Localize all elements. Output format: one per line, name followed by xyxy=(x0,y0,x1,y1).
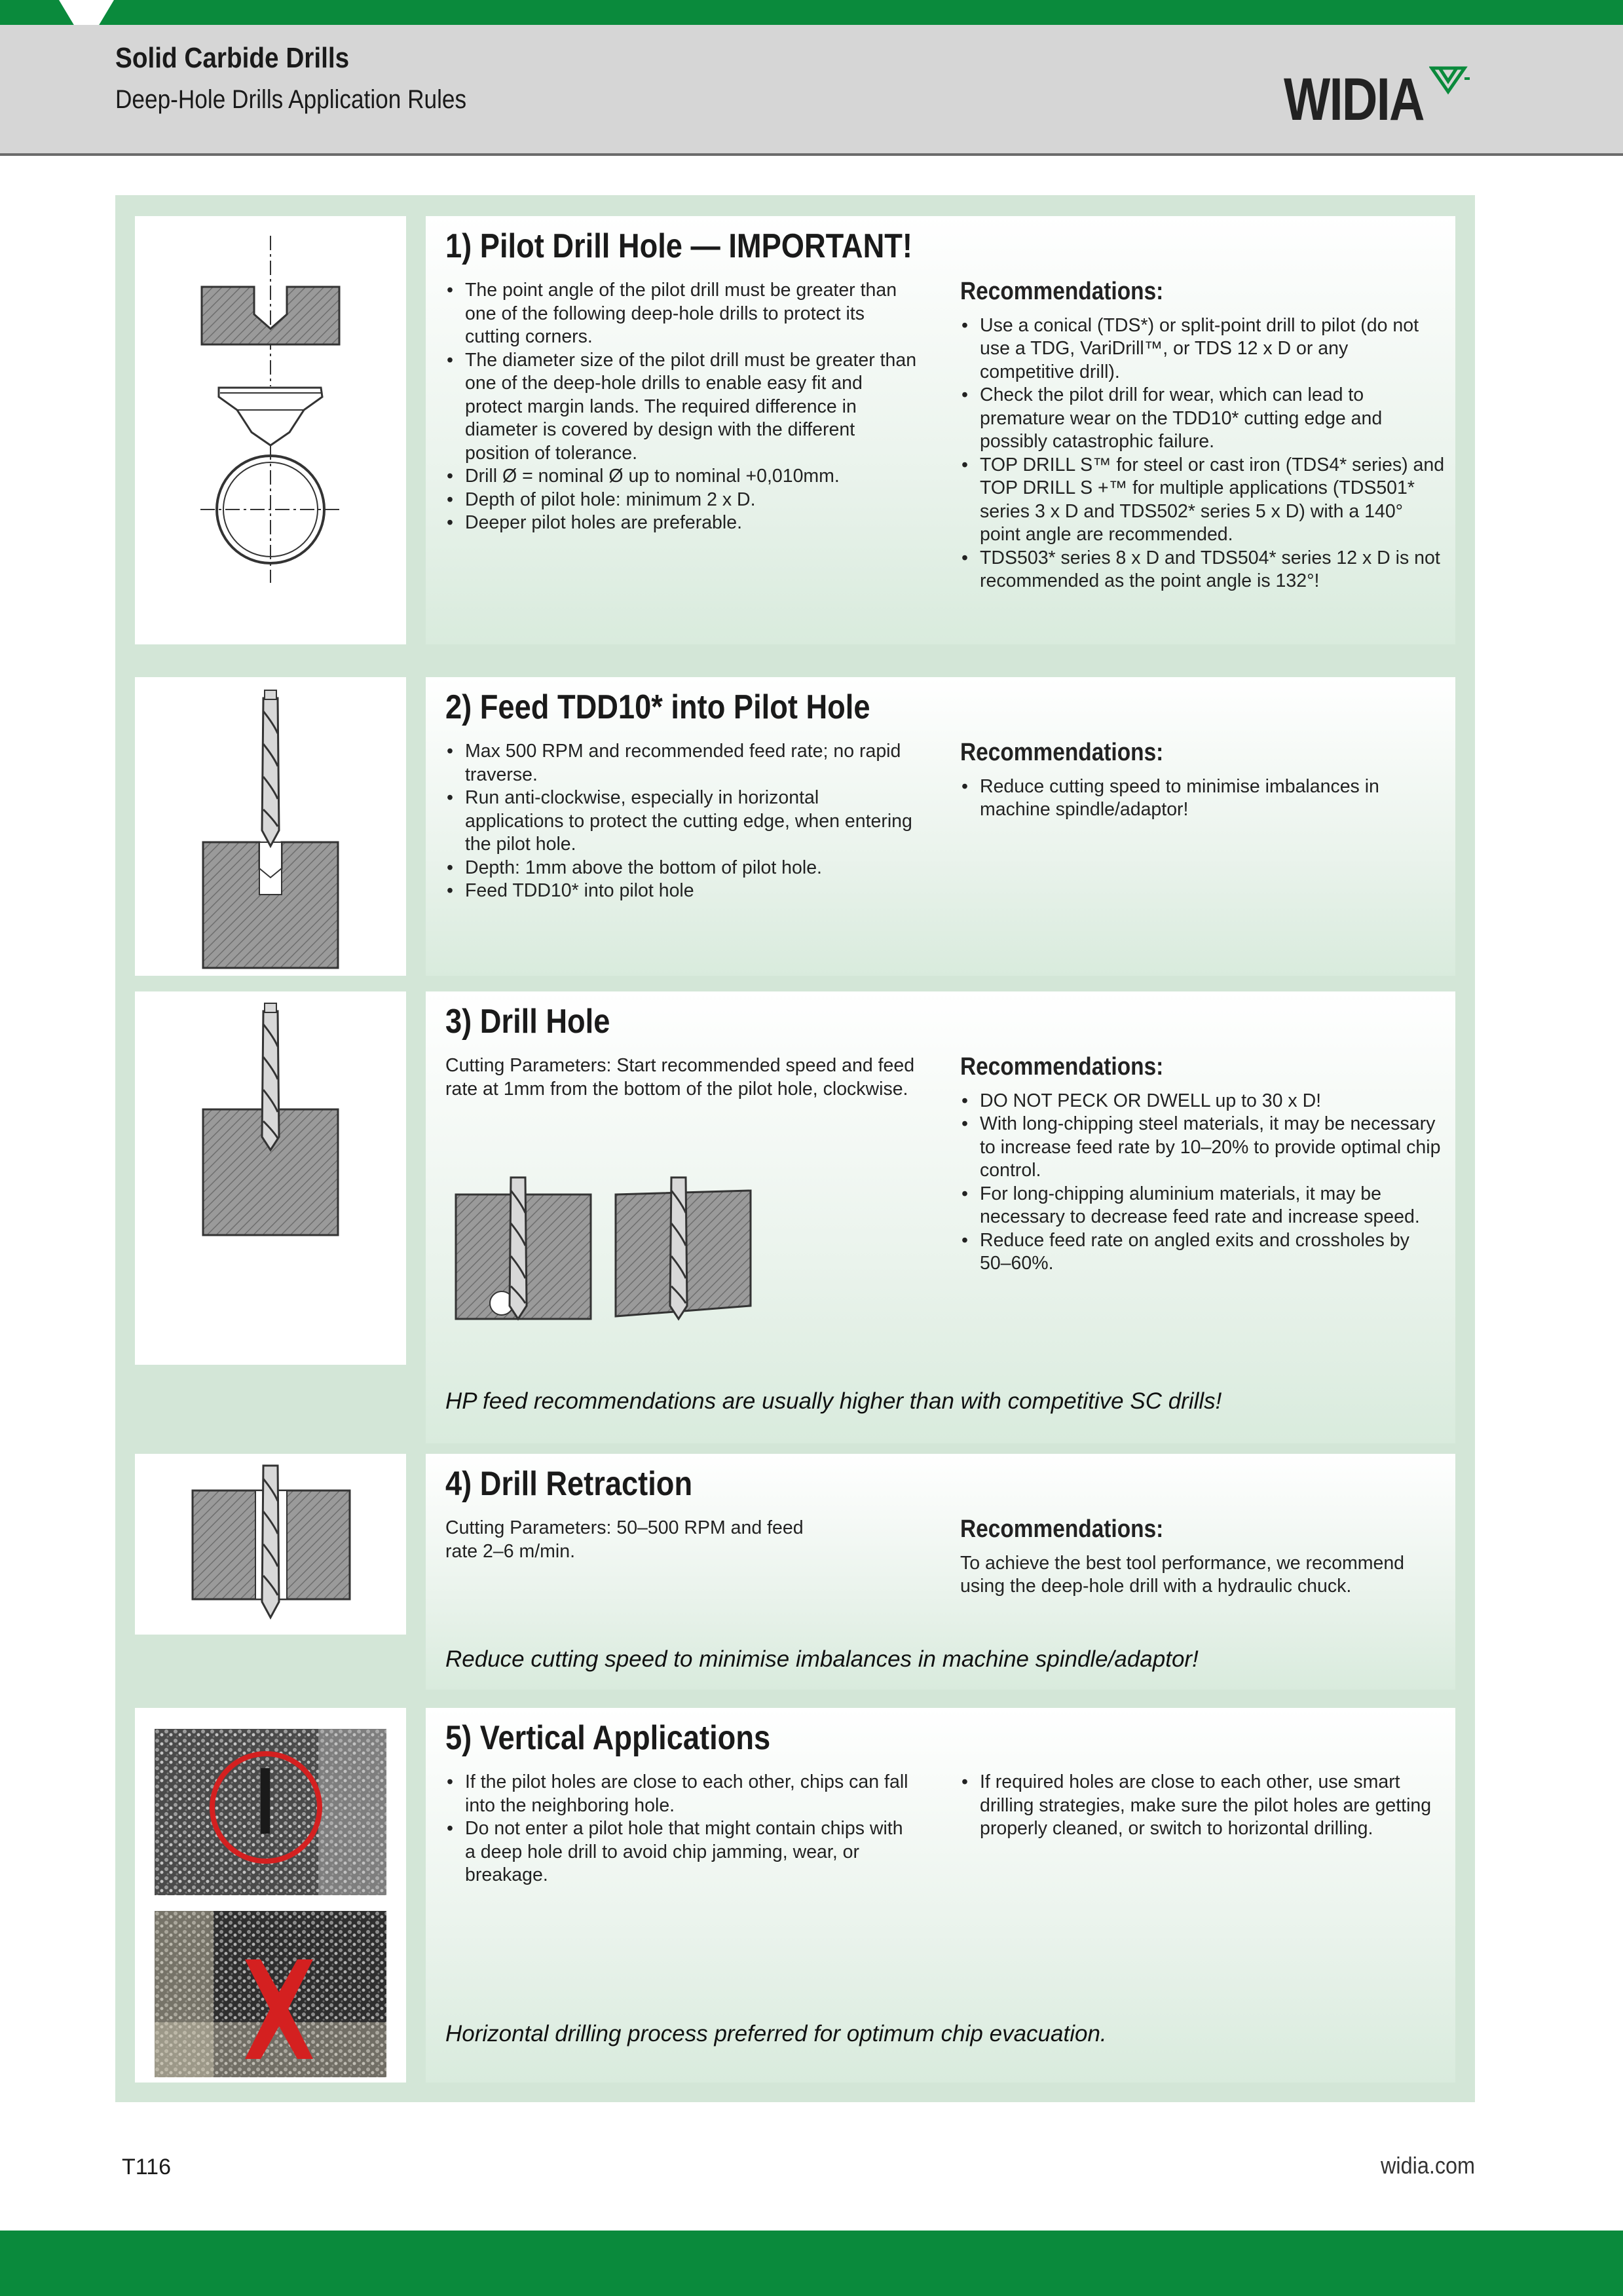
vertical-application-photos xyxy=(135,1708,406,2083)
section-3-note: HP feed recommendations are usually higher than with competitive SC drills! xyxy=(445,1388,1222,1414)
section-1-title: 1) Pilot Drill Hole — IMPORTANT! xyxy=(445,227,912,265)
chips-in-hole-photo xyxy=(155,1729,386,1895)
list-item: • TOP DRILL S™ for steel or cast iron (TDS4* series) and TOP DRILL S +™ for multiple applications (TDS501* series 3 x D and TDS502* series 5 x D) with a 140° point angle are recommended. xyxy=(960,454,1445,547)
list-item: • If the pilot holes are close to each other, chips can fall into the neighboring hole. xyxy=(445,1771,917,1817)
section-4-title: 4) Drill Retraction xyxy=(445,1465,693,1503)
section-2-recommendations xyxy=(960,741,1445,822)
header-subtitle: Deep-Hole Drills Application Rules xyxy=(115,85,467,114)
list-item: • The point angle of the pilot drill must be greater than one of the following deep-hole drills to protect its cutting corners. xyxy=(445,279,917,349)
list-item: • Run anti-clockwise, especially in horizontal applications to protect the cutting edge, when entering the pilot hole. xyxy=(445,787,917,857)
recommendations-heading: Recommendations: xyxy=(960,739,1164,766)
page-number: T116 xyxy=(122,2155,171,2179)
section-5-title: 5) Vertical Applications xyxy=(445,1719,771,1757)
list-item: • With long-chipping steel materials, it may be necessary to increase feed rate by 10–20% to provide optimal chip control. xyxy=(960,1113,1445,1183)
drill-hole-illustration xyxy=(135,991,406,1365)
section-4-note: Reduce cutting speed to minimise imbalances in machine spindle/adaptor! xyxy=(445,1646,1199,1672)
section-4-cutting-parameters: Cutting Parameters: 50–500 RPM and feed rate 2–6 m/min. xyxy=(445,1517,804,1562)
header-title: Solid Carbide Drills xyxy=(115,42,350,74)
section-3-title: 3) Drill Hole xyxy=(445,1003,610,1041)
section-3-drill-hole xyxy=(426,991,1455,1443)
section-3-cutting-parameters: Cutting Parameters: Start recommended speed and feed rate at 1mm from the bottom of the pilot hole, clockwise. xyxy=(445,1055,915,1100)
list-item: • TDS503* series 8 x D and TDS504* series 12 x D is not recommended as the point angle is 132°! xyxy=(960,547,1445,593)
feed-drill-illustration xyxy=(135,677,406,976)
list-item: • Feed TDD10* into pilot hole xyxy=(445,880,917,903)
list-item: • Reduce feed rate on angled exits and crossholes by 50–60%. xyxy=(960,1229,1445,1276)
section-1-bullets xyxy=(445,279,917,535)
list-item: • Check the pilot drill for wear, which can lead to premature wear on the TDD10* cutting edge and possibly catastrophic failure. xyxy=(960,384,1445,454)
section-4-recommendations xyxy=(960,1515,1445,1599)
drill-retraction-illustration xyxy=(135,1454,406,1635)
list-item: • Max 500 RPM and recommended feed rate; no rapid traverse. xyxy=(445,740,917,787)
section-5-bullets-right xyxy=(960,1771,1445,1841)
pilot-hole-illustration xyxy=(135,216,406,644)
list-item: • For long-chipping aluminium materials, it may be necessary to decrease feed rate and increase speed. xyxy=(960,1183,1445,1229)
list-item: • Depth of pilot hole: minimum 2 x D. xyxy=(445,489,917,512)
section-4-drill-retraction xyxy=(426,1454,1455,1690)
angled-exit-crosshole-illustration xyxy=(452,1175,793,1332)
list-item: • Reduce cutting speed to minimise imbalances in machine spindle/adaptor! xyxy=(960,775,1445,822)
list-item: • Drill Ø = nominal Ø up to nominal +0,010mm. xyxy=(445,465,917,489)
website-link[interactable]: widia.com xyxy=(1380,2152,1475,2179)
section-1-pilot-drill-hole xyxy=(426,216,1455,644)
recommendation-text: To achieve the best tool performance, we recommend using the deep-hole drill with a hydraulic chuck. xyxy=(960,1552,1405,1597)
list-item: • Use a conical (TDS*) or split-point drill to pilot (do not use a TDG, VariDrill™, or TDS 12 x D or any competitive drill). xyxy=(960,314,1445,384)
logo-wordmark: WIDIA xyxy=(1284,66,1424,133)
list-item: • If required holes are close to each other, use smart drilling strategies, make sure the pilot holes are getting properly cleaned, or switch to horizontal drilling. xyxy=(960,1771,1445,1841)
recommendations-heading: Recommendations: xyxy=(960,1053,1164,1081)
list-item: • Deeper pilot holes are preferable. xyxy=(445,511,917,535)
section-3-recommendations xyxy=(960,1053,1445,1276)
widia-triangle-icon xyxy=(1429,63,1470,96)
chip-jamming-photo xyxy=(155,1911,386,2077)
section-2-bullets xyxy=(445,740,917,903)
section-5-vertical-applications xyxy=(426,1708,1455,2083)
recommendations-heading: Recommendations: xyxy=(960,1515,1164,1543)
section-5-note: Horizontal drilling process preferred for optimum chip evacuation. xyxy=(445,2021,1107,2046)
recommendations-heading: Recommendations: xyxy=(960,278,1164,305)
section-1-recommendations xyxy=(960,280,1445,593)
section-2-title: 2) Feed TDD10* into Pilot Hole xyxy=(445,688,870,726)
section-5-bullets xyxy=(445,1771,917,1887)
list-item: • Depth: 1mm above the bottom of pilot hole. xyxy=(445,857,917,880)
widia-logo xyxy=(1284,65,1480,131)
bottom-green-bar xyxy=(0,2231,1623,2296)
list-item: • DO NOT PECK OR DWELL up to 30 x D! xyxy=(960,1090,1445,1113)
top-green-bar xyxy=(0,0,1623,25)
list-item: • Do not enter a pilot hole that might contain chips with a deep hole drill to avoid chip jamming, wear, or breakage. xyxy=(445,1817,917,1887)
list-item: • The diameter size of the pilot drill must be greater than one of the deep-hole drills to enable easy fit and protect margin lands. The required difference in diameter is covered by design with the different position of tolerance. xyxy=(445,349,917,466)
section-2-feed-tdd10 xyxy=(426,677,1455,976)
